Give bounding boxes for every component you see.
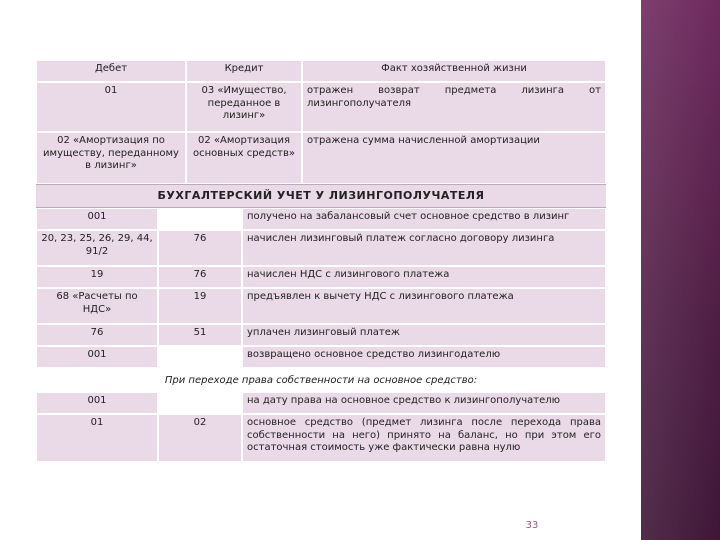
lessee-row-4-fact: предъявлен к вычету НДС с лизингового платежа xyxy=(242,288,606,324)
sidebar-shine xyxy=(641,0,720,540)
lessor-row-2-debit: 02 «Амортизация по имуществу, переданному в лизинг» xyxy=(36,132,186,184)
lessor-row-2-credit: 02 «Амортизация основных средств» xyxy=(186,132,302,184)
accounting-table xyxy=(36,60,606,462)
lessee-row-5-debit: 76 xyxy=(36,324,158,346)
header-credit: Кредит xyxy=(186,60,302,82)
lessee-row-4-credit: 19 xyxy=(158,288,242,324)
header-debit: Дебет xyxy=(36,60,186,82)
transfer-row-2-fact: основное средство (предмет лизинга после перехода права собственности на него) принято на баланс, но при этом его остаточная стоимость уже фактически равна нулю xyxy=(242,414,606,462)
lessee-row-3-credit: 76 xyxy=(158,266,242,288)
lessee-row-1-fact: получено на забалансовый счет основное средство в лизинг xyxy=(242,208,606,230)
decorative-sidebar xyxy=(641,0,720,540)
transfer-note: При переходе права собственности на основное средство: xyxy=(164,375,478,386)
lessor-row-1-fact: отражен возврат предмета лизинга от лизингополучателя xyxy=(302,82,606,132)
transfer-row-1-debit: 001 xyxy=(36,392,158,414)
lessee-row-3-fact: начислен НДС с лизингового платежа xyxy=(242,266,606,288)
lessee-row-6-debit: 001 xyxy=(36,346,158,368)
section-title: БУХГАЛТЕРСКИЙ УЧЕТ У ЛИЗИНГОПОЛУЧАТЕЛЯ xyxy=(36,184,606,208)
lessee-row-2-debit: 20, 23, 25, 26, 29, 44, 91/2 xyxy=(36,230,158,266)
lessee-row-5-fact: уплачен лизинговый платеж xyxy=(242,324,606,346)
lessee-row-3-debit: 19 xyxy=(36,266,158,288)
transfer-row-2-credit: 02 xyxy=(158,414,242,462)
lessee-row-1-debit: 001 xyxy=(36,208,158,230)
lessee-row-4-debit: 68 «Расчеты по НДС» xyxy=(36,288,158,324)
page-number: 33 xyxy=(525,520,539,531)
transfer-row-1-fact: на дату права на основное средство к лизингополучателю xyxy=(242,392,606,414)
lessee-row-2-credit: 76 xyxy=(158,230,242,266)
lessee-row-5-credit: 51 xyxy=(158,324,242,346)
lessor-row-2-fact: отражена сумма начисленной амортизации xyxy=(302,132,606,184)
lessor-row-1-debit: 01 xyxy=(36,82,186,132)
lessee-row-2-fact: начислен лизинговый платеж согласно договору лизинга xyxy=(242,230,606,266)
header-fact: Факт хозяйственной жизни xyxy=(302,60,606,82)
transfer-row-2-debit: 01 xyxy=(36,414,158,462)
lessee-row-6-fact: возвращено основное средство лизингодателю xyxy=(242,346,606,368)
lessor-row-1-credit: 03 «Имущество, переданное в лизинг» xyxy=(186,82,302,132)
